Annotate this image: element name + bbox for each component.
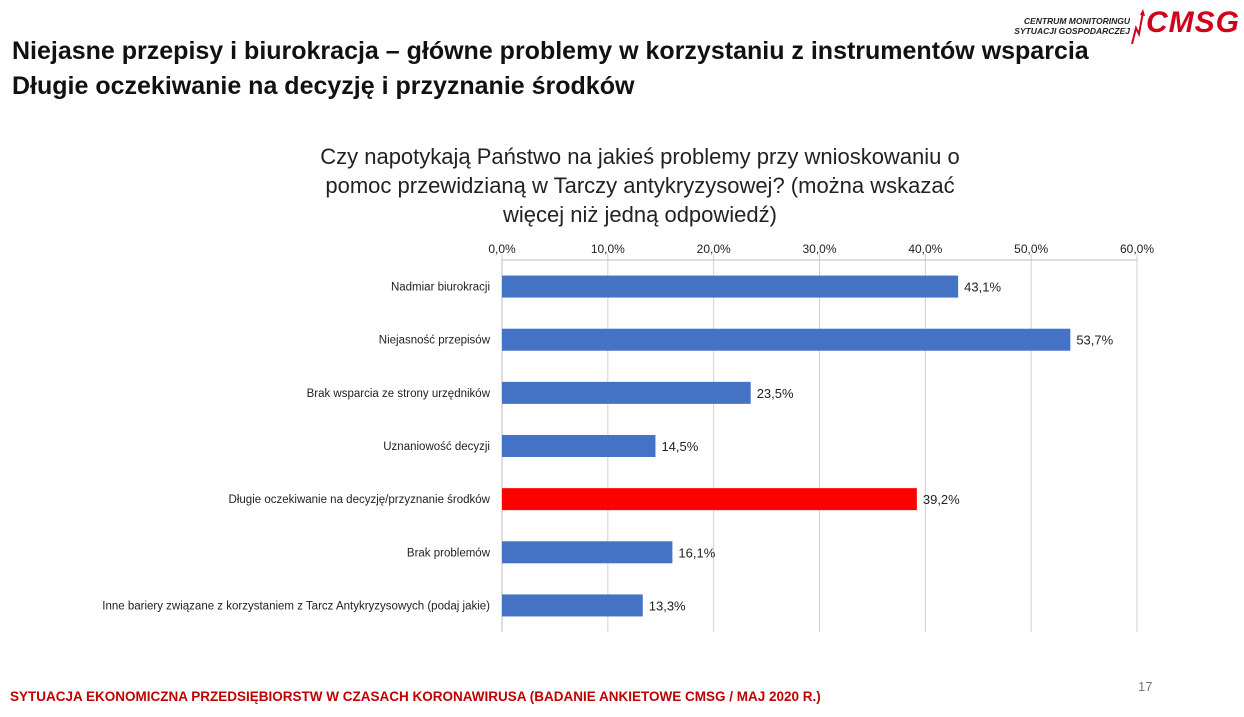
bar — [502, 435, 655, 457]
x-tick-label: 30,0% — [802, 242, 837, 256]
category-label: Niejasność przepisów — [378, 334, 490, 347]
slide-title-line2: Długie oczekiwanie na decyzję i przyznanie środków — [12, 72, 635, 100]
x-tick-label: 60,0% — [1119, 242, 1155, 256]
bar — [502, 382, 751, 404]
page-number: 17 — [1138, 679, 1153, 694]
category-label: Inne bariery związane z korzystaniem z Tarcz Antykryzysowych (podaj jakie) — [102, 600, 490, 613]
footer-source: SYTUACJA EKONOMICZNA PRZEDSIĘBIORSTW W CZASACH KORONAWIRUSA (BADANIE ANKIETOWE CMSG / MAJ 2020 R.) — [10, 689, 821, 704]
category-label: Nadmiar biurokracji — [390, 281, 490, 294]
slide-title-line1: Niejasne przepisy i biurokracja – główne problemy w korzystaniu z instrumentów wsparcia — [12, 37, 1089, 65]
bar — [502, 488, 917, 510]
x-tick-label: 0,0% — [488, 242, 516, 256]
bar-chart — [0, 230, 1244, 640]
x-tick-label: 10,0% — [590, 242, 625, 256]
logo-caption-line1: CENTRUM MONITORINGU — [1023, 16, 1130, 26]
x-tick-label: 20,0% — [696, 242, 731, 256]
data-label: 16,1% — [678, 545, 716, 561]
bar — [502, 329, 1070, 351]
data-label: 14,5% — [661, 439, 699, 454]
x-tick-label: 40,0% — [908, 242, 943, 256]
category-label: Uznaniowość decyzji — [383, 441, 490, 453]
bar — [502, 594, 643, 616]
logo-arrow-icon — [1130, 8, 1146, 48]
x-tick-label: 50,0% — [1014, 242, 1049, 256]
data-label: 23,5% — [756, 385, 794, 401]
bar — [502, 276, 958, 298]
bar — [502, 541, 672, 563]
slide-heading — [12, 34, 1089, 104]
data-label: 53,7% — [1076, 332, 1114, 348]
data-label: 39,2% — [922, 492, 960, 508]
logo-caption-line2: SYTUACJI GOSPODARCZEJ — [1014, 26, 1130, 36]
category-label: Brak problemów — [406, 547, 490, 560]
logo-caption — [1014, 16, 1130, 36]
category-label: Brak wsparcia ze strony urzędników — [306, 387, 490, 400]
chart-title: Czy napotykają Państwo na jakieś problemy przy wnioskowaniu o pomoc przewidzianą w Tarczy antykryzysowej? (można wskazać więcej niż jedną odpowiedź) — [320, 144, 960, 227]
logo-wordmark: CMSG — [1146, 6, 1240, 39]
category-label: Długie oczekiwanie na decyzję/przyznanie środków — [228, 494, 490, 507]
data-label: 43,1% — [964, 279, 1002, 295]
cmsg-logo — [1006, 6, 1240, 48]
data-label: 13,3% — [648, 598, 686, 614]
